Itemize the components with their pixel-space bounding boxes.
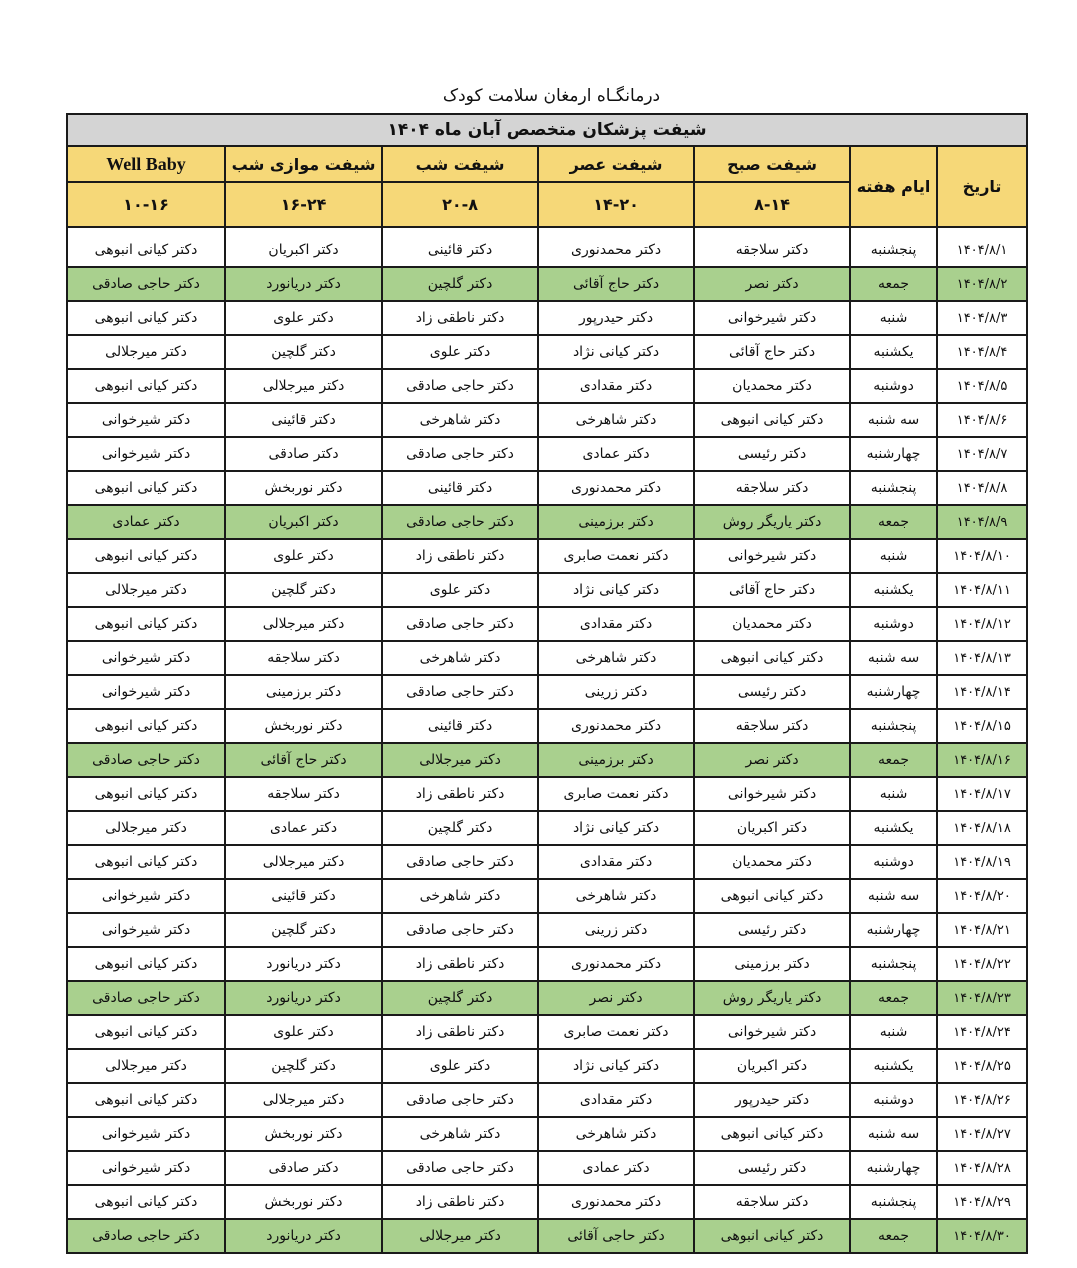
date-cell: ۱۴۰۴/۸/۲۴ bbox=[937, 1015, 1027, 1049]
weekday-cell: سه شنبه bbox=[850, 1117, 937, 1151]
weekday-cell: دوشنبه bbox=[850, 369, 937, 403]
night-shift-cell: دکتر شاهرخی bbox=[382, 403, 538, 437]
evening-shift-cell: دکتر مقدادی bbox=[538, 845, 694, 879]
night-shift-cell: دکتر حاجی صادقی bbox=[382, 505, 538, 539]
morning-shift-cell: دکتر اکبریان bbox=[694, 1049, 850, 1083]
morning-shift-cell: دکتر حاج آقائی bbox=[694, 335, 850, 369]
date-cell: ۱۴۰۴/۸/۴ bbox=[937, 335, 1027, 369]
date-cell: ۱۴۰۴/۸/۲۳ bbox=[937, 981, 1027, 1015]
table-row bbox=[67, 947, 1027, 981]
parallel-night-shift-cell: دکتر میرجلالی bbox=[225, 1083, 382, 1117]
night-shift-cell: دکتر حاجی صادقی bbox=[382, 369, 538, 403]
evening-shift-cell: دکتر محمدنوری bbox=[538, 227, 694, 267]
morning-shift-cell: دکتر شیرخوانی bbox=[694, 301, 850, 335]
evening-shift-cell: دکتر محمدنوری bbox=[538, 1185, 694, 1219]
morning-shift-cell: دکتر نصر bbox=[694, 743, 850, 777]
evening-shift-cell: دکتر شاهرخی bbox=[538, 1117, 694, 1151]
evening-shift-cell: دکتر محمدنوری bbox=[538, 471, 694, 505]
well-baby-cell: دکتر میرجلالی bbox=[67, 335, 225, 369]
night-shift-cell: دکتر ناطقی زاد bbox=[382, 947, 538, 981]
parallel-night-shift-cell: دکتر سلاجقه bbox=[225, 777, 382, 811]
night-shift-cell: دکتر ناطقی زاد bbox=[382, 539, 538, 573]
well-baby-cell: دکتر میرجلالی bbox=[67, 573, 225, 607]
weekday-cell: یکشنبه bbox=[850, 573, 937, 607]
well-baby-cell: دکتر کیانی انبوهی bbox=[67, 1083, 225, 1117]
weekday-cell: جمعه bbox=[850, 505, 937, 539]
well-baby-cell: دکتر کیانی انبوهی bbox=[67, 947, 225, 981]
night-shift-cell: دکتر گلچین bbox=[382, 267, 538, 301]
night-shift-cell: دکتر قائینی bbox=[382, 709, 538, 743]
evening-shift-cell: دکتر عمادی bbox=[538, 437, 694, 471]
night-shift-cell: دکتر شاهرخی bbox=[382, 879, 538, 913]
evening-shift-cell: دکتر کیانی نژاد bbox=[538, 811, 694, 845]
well-baby-cell: دکتر کیانی انبوهی bbox=[67, 1015, 225, 1049]
evening-shift-hours: ۱۴-۲۰ bbox=[538, 182, 694, 227]
morning-shift-cell: دکتر شیرخوانی bbox=[694, 539, 850, 573]
morning-shift-cell: دکتر کیانی انبوهی bbox=[694, 1117, 850, 1151]
well-baby-cell: دکتر کیانی انبوهی bbox=[67, 845, 225, 879]
evening-shift-cell: دکتر عمادی bbox=[538, 1151, 694, 1185]
well-baby-cell: دکتر کیانی انبوهی bbox=[67, 471, 225, 505]
morning-shift-cell: دکتر کیانی انبوهی bbox=[694, 403, 850, 437]
evening-shift-cell: دکتر شاهرخی bbox=[538, 403, 694, 437]
table-row bbox=[67, 539, 1027, 573]
parallel-night-shift-cell: دکتر سلاجقه bbox=[225, 641, 382, 675]
night-shift-cell: دکتر حاجی صادقی bbox=[382, 437, 538, 471]
well-baby-cell: دکتر عمادی bbox=[67, 505, 225, 539]
weekday-cell: جمعه bbox=[850, 981, 937, 1015]
date-cell: ۱۴۰۴/۸/۶ bbox=[937, 403, 1027, 437]
weekday-cell: سه شنبه bbox=[850, 641, 937, 675]
weekday-cell: دوشنبه bbox=[850, 1083, 937, 1117]
morning-shift-cell: دکتر حیدرپور bbox=[694, 1083, 850, 1117]
morning-shift-cell: دکتر رئیسی bbox=[694, 437, 850, 471]
well-baby-cell: دکتر حاجی صادقی bbox=[67, 743, 225, 777]
table-row bbox=[67, 845, 1027, 879]
parallel-night-shift-cell: دکتر نوربخش bbox=[225, 709, 382, 743]
well-baby-cell: دکتر شیرخوانی bbox=[67, 1117, 225, 1151]
weekday-cell: سه شنبه bbox=[850, 879, 937, 913]
parallel-night-shift-cell: دکتر قائینی bbox=[225, 403, 382, 437]
night-shift-cell: دکتر میرجلالی bbox=[382, 743, 538, 777]
night-shift-cell: دکتر علوی bbox=[382, 573, 538, 607]
parallel-night-shift-cell: دکتر صادقی bbox=[225, 437, 382, 471]
well-baby-cell: دکتر کیانی انبوهی bbox=[67, 709, 225, 743]
date-cell: ۱۴۰۴/۸/۲۷ bbox=[937, 1117, 1027, 1151]
well-baby-cell: دکتر حاجی صادقی bbox=[67, 981, 225, 1015]
date-cell: ۱۴۰۴/۸/۲۸ bbox=[937, 1151, 1027, 1185]
weekday-cell: چهارشنبه bbox=[850, 437, 937, 471]
weekday-cell: شنبه bbox=[850, 777, 937, 811]
night-shift-cell: دکتر شاهرخی bbox=[382, 1117, 538, 1151]
well-baby-cell: دکتر میرجلالی bbox=[67, 811, 225, 845]
evening-shift-cell: دکتر کیانی نژاد bbox=[538, 573, 694, 607]
table-row bbox=[67, 777, 1027, 811]
evening-shift-cell: دکتر حیدرپور bbox=[538, 301, 694, 335]
morning-shift-cell: دکتر یاریگر روش bbox=[694, 505, 850, 539]
parallel-night-shift-cell: دکتر دریانورد bbox=[225, 1219, 382, 1253]
table-title: شیفت پزشکان متخصص آبان ماه ۱۴۰۴ bbox=[67, 114, 1027, 146]
morning-shift-cell: دکتر محمدیان bbox=[694, 845, 850, 879]
parallel-night-shift-header: شیفت موازی شب bbox=[225, 146, 382, 182]
well-baby-cell: دکتر شیرخوانی bbox=[67, 675, 225, 709]
evening-shift-cell: دکتر حاجی آقائی bbox=[538, 1219, 694, 1253]
parallel-night-shift-cell: دکتر عمادی bbox=[225, 811, 382, 845]
morning-shift-cell: دکتر رئیسی bbox=[694, 913, 850, 947]
parallel-night-shift-cell: دکتر نوربخش bbox=[225, 1117, 382, 1151]
morning-shift-hours: ۸-۱۴ bbox=[694, 182, 850, 227]
morning-shift-cell: دکتر شیرخوانی bbox=[694, 1015, 850, 1049]
table-row bbox=[67, 437, 1027, 471]
morning-shift-cell: دکتر کیانی انبوهی bbox=[694, 879, 850, 913]
weekday-cell: دوشنبه bbox=[850, 607, 937, 641]
weekday-cell: چهارشنبه bbox=[850, 1151, 937, 1185]
weekday-cell: پنجشنبه bbox=[850, 709, 937, 743]
date-cell: ۱۴۰۴/۸/۱۶ bbox=[937, 743, 1027, 777]
morning-shift-cell: دکتر محمدیان bbox=[694, 607, 850, 641]
evening-shift-cell: دکتر شاهرخی bbox=[538, 641, 694, 675]
well-baby-cell: دکتر شیرخوانی bbox=[67, 403, 225, 437]
weekday-cell: پنجشنبه bbox=[850, 1185, 937, 1219]
parallel-night-shift-cell: دکتر دریانورد bbox=[225, 267, 382, 301]
night-shift-cell: دکتر علوی bbox=[382, 1049, 538, 1083]
weekday-cell: پنجشنبه bbox=[850, 471, 937, 505]
parallel-night-shift-cell: دکتر گلچین bbox=[225, 1049, 382, 1083]
night-shift-cell: دکتر حاجی صادقی bbox=[382, 845, 538, 879]
date-cell: ۱۴۰۴/۸/۳۰ bbox=[937, 1219, 1027, 1253]
well-baby-cell: دکتر حاجی صادقی bbox=[67, 267, 225, 301]
well-baby-cell: دکتر حاجی صادقی bbox=[67, 1219, 225, 1253]
table-row bbox=[67, 811, 1027, 845]
parallel-night-shift-cell: دکتر میرجلالی bbox=[225, 369, 382, 403]
date-cell: ۱۴۰۴/۸/۱۵ bbox=[937, 709, 1027, 743]
table-row bbox=[67, 1015, 1027, 1049]
table-row bbox=[67, 675, 1027, 709]
evening-shift-cell: دکتر نصر bbox=[538, 981, 694, 1015]
evening-shift-cell: دکتر نعمت صابری bbox=[538, 777, 694, 811]
parallel-night-shift-cell: دکتر علوی bbox=[225, 301, 382, 335]
evening-shift-cell: دکتر مقدادی bbox=[538, 369, 694, 403]
table-row bbox=[67, 1083, 1027, 1117]
parallel-night-shift-cell: دکتر علوی bbox=[225, 1015, 382, 1049]
well-baby-cell: دکتر شیرخوانی bbox=[67, 1151, 225, 1185]
well-baby-header: Well Baby bbox=[67, 146, 225, 182]
table-row bbox=[67, 1185, 1027, 1219]
shift-schedule-table bbox=[66, 113, 1028, 1254]
well-baby-hours: ۱۰-۱۶ bbox=[67, 182, 225, 227]
date-cell: ۱۴۰۴/۸/۲۶ bbox=[937, 1083, 1027, 1117]
evening-shift-cell: دکتر مقدادی bbox=[538, 607, 694, 641]
morning-shift-cell: دکتر سلاجقه bbox=[694, 471, 850, 505]
morning-shift-cell: دکتر اکبریان bbox=[694, 811, 850, 845]
evening-shift-cell: دکتر نعمت صابری bbox=[538, 1015, 694, 1049]
parallel-night-shift-cell: دکتر میرجلالی bbox=[225, 607, 382, 641]
well-baby-cell: دکتر شیرخوانی bbox=[67, 641, 225, 675]
weekday-cell: شنبه bbox=[850, 301, 937, 335]
parallel-night-shift-cell: دکتر میرجلالی bbox=[225, 845, 382, 879]
night-shift-hours: ۲۰-۸ bbox=[382, 182, 538, 227]
parallel-night-shift-hours: ۱۶-۲۴ bbox=[225, 182, 382, 227]
night-shift-cell: دکتر حاجی صادقی bbox=[382, 1151, 538, 1185]
evening-shift-cell: دکتر کیانی نژاد bbox=[538, 1049, 694, 1083]
morning-shift-cell: دکتر محمدیان bbox=[694, 369, 850, 403]
morning-shift-cell: دکتر یاریگر روش bbox=[694, 981, 850, 1015]
table-row bbox=[67, 607, 1027, 641]
weekday-cell: چهارشنبه bbox=[850, 675, 937, 709]
well-baby-cell: دکتر شیرخوانی bbox=[67, 913, 225, 947]
table-row bbox=[67, 335, 1027, 369]
morning-shift-cell: دکتر سلاجقه bbox=[694, 709, 850, 743]
evening-shift-cell: دکتر حاج آقائی bbox=[538, 267, 694, 301]
morning-shift-cell: دکتر کیانی انبوهی bbox=[694, 1219, 850, 1253]
night-shift-cell: دکتر شاهرخی bbox=[382, 641, 538, 675]
weekday-cell: پنجشنبه bbox=[850, 947, 937, 981]
evening-shift-cell: دکتر زرینی bbox=[538, 675, 694, 709]
date-cell: ۱۴۰۴/۸/۱ bbox=[937, 227, 1027, 267]
night-shift-cell: دکتر میرجلالی bbox=[382, 1219, 538, 1253]
date-cell: ۱۴۰۴/۸/۱۱ bbox=[937, 573, 1027, 607]
parallel-night-shift-cell: دکتر قائینی bbox=[225, 879, 382, 913]
weekday-cell: یکشنبه bbox=[850, 335, 937, 369]
night-shift-cell: دکتر قائینی bbox=[382, 471, 538, 505]
evening-shift-cell: دکتر برزمینی bbox=[538, 743, 694, 777]
date-cell: ۱۴۰۴/۸/۳ bbox=[937, 301, 1027, 335]
night-shift-cell: دکتر گلچین bbox=[382, 981, 538, 1015]
evening-shift-header: شیفت عصر bbox=[538, 146, 694, 182]
well-baby-cell: دکتر شیرخوانی bbox=[67, 437, 225, 471]
night-shift-cell: دکتر حاجی صادقی bbox=[382, 913, 538, 947]
night-shift-cell: دکتر ناطقی زاد bbox=[382, 1015, 538, 1049]
night-shift-cell: دکتر قائینی bbox=[382, 227, 538, 267]
well-baby-cell: دکتر کیانی انبوهی bbox=[67, 607, 225, 641]
table-row bbox=[67, 403, 1027, 437]
weekday-column-header: ایام هفته bbox=[850, 146, 937, 227]
date-cell: ۱۴۰۴/۸/۱۰ bbox=[937, 539, 1027, 573]
well-baby-cell: دکتر میرجلالی bbox=[67, 1049, 225, 1083]
date-cell: ۱۴۰۴/۸/۵ bbox=[937, 369, 1027, 403]
date-cell: ۱۴۰۴/۸/۲۵ bbox=[937, 1049, 1027, 1083]
well-baby-cell: دکتر کیانی انبوهی bbox=[67, 369, 225, 403]
parallel-night-shift-cell: دکتر نوربخش bbox=[225, 471, 382, 505]
date-cell: ۱۴۰۴/۸/۱۷ bbox=[937, 777, 1027, 811]
table-row bbox=[67, 267, 1027, 301]
table-row bbox=[67, 573, 1027, 607]
parallel-night-shift-cell: دکتر دریانورد bbox=[225, 981, 382, 1015]
weekday-cell: جمعه bbox=[850, 267, 937, 301]
well-baby-cell: دکتر کیانی انبوهی bbox=[67, 777, 225, 811]
night-shift-cell: دکتر گلچین bbox=[382, 811, 538, 845]
morning-shift-cell: دکتر نصر bbox=[694, 267, 850, 301]
date-column-header: تاریخ bbox=[937, 146, 1027, 227]
table-row bbox=[67, 505, 1027, 539]
date-cell: ۱۴۰۴/۸/۱۲ bbox=[937, 607, 1027, 641]
table-row bbox=[67, 1049, 1027, 1083]
parallel-night-shift-cell: دکتر گلچین bbox=[225, 335, 382, 369]
table-row bbox=[67, 981, 1027, 1015]
date-cell: ۱۴۰۴/۸/۸ bbox=[937, 471, 1027, 505]
weekday-cell: سه شنبه bbox=[850, 403, 937, 437]
night-shift-header: شیفت شب bbox=[382, 146, 538, 182]
weekday-cell: یکشنبه bbox=[850, 1049, 937, 1083]
evening-shift-cell: دکتر شاهرخی bbox=[538, 879, 694, 913]
date-cell: ۱۴۰۴/۸/۹ bbox=[937, 505, 1027, 539]
date-cell: ۱۴۰۴/۸/۲ bbox=[937, 267, 1027, 301]
morning-shift-cell: دکتر سلاجقه bbox=[694, 227, 850, 267]
morning-shift-cell: دکتر رئیسی bbox=[694, 675, 850, 709]
table-row bbox=[67, 709, 1027, 743]
morning-shift-cell: دکتر برزمینی bbox=[694, 947, 850, 981]
well-baby-cell: دکتر شیرخوانی bbox=[67, 879, 225, 913]
table-row bbox=[67, 369, 1027, 403]
night-shift-cell: دکتر حاجی صادقی bbox=[382, 607, 538, 641]
morning-shift-cell: دکتر حاج آقائی bbox=[694, 573, 850, 607]
morning-shift-cell: دکتر کیانی انبوهی bbox=[694, 641, 850, 675]
weekday-cell: شنبه bbox=[850, 1015, 937, 1049]
evening-shift-cell: دکتر محمدنوری bbox=[538, 947, 694, 981]
table-row bbox=[67, 1151, 1027, 1185]
parallel-night-shift-cell: دکتر حاج آقائی bbox=[225, 743, 382, 777]
date-cell: ۱۴۰۴/۸/۷ bbox=[937, 437, 1027, 471]
well-baby-cell: دکتر کیانی انبوهی bbox=[67, 301, 225, 335]
table-row bbox=[67, 879, 1027, 913]
table-row bbox=[67, 301, 1027, 335]
well-baby-cell: دکتر کیانی انبوهی bbox=[67, 539, 225, 573]
date-cell: ۱۴۰۴/۸/۲۰ bbox=[937, 879, 1027, 913]
weekday-cell: دوشنبه bbox=[850, 845, 937, 879]
evening-shift-cell: دکتر زرینی bbox=[538, 913, 694, 947]
parallel-night-shift-cell: دکتر نوربخش bbox=[225, 1185, 382, 1219]
parallel-night-shift-cell: دکتر دریانورد bbox=[225, 947, 382, 981]
parallel-night-shift-cell: دکتر گلچین bbox=[225, 573, 382, 607]
table-row bbox=[67, 1219, 1027, 1253]
morning-shift-cell: دکتر شیرخوانی bbox=[694, 777, 850, 811]
date-cell: ۱۴۰۴/۸/۲۹ bbox=[937, 1185, 1027, 1219]
parallel-night-shift-cell: دکتر گلچین bbox=[225, 913, 382, 947]
parallel-night-shift-cell: دکتر علوی bbox=[225, 539, 382, 573]
evening-shift-cell: دکتر نعمت صابری bbox=[538, 539, 694, 573]
date-cell: ۱۴۰۴/۸/۲۱ bbox=[937, 913, 1027, 947]
clinic-name: درمانگـاه ارمغان سلامت کودک bbox=[442, 86, 661, 106]
night-shift-cell: دکتر حاجی صادقی bbox=[382, 675, 538, 709]
evening-shift-cell: دکتر برزمینی bbox=[538, 505, 694, 539]
weekday-cell: جمعه bbox=[850, 743, 937, 777]
table-row bbox=[67, 913, 1027, 947]
morning-shift-cell: دکتر سلاجقه bbox=[694, 1185, 850, 1219]
weekday-cell: شنبه bbox=[850, 539, 937, 573]
morning-shift-header: شیفت صبح bbox=[694, 146, 850, 182]
date-cell: ۱۴۰۴/۸/۱۹ bbox=[937, 845, 1027, 879]
parallel-night-shift-cell: دکتر برزمینی bbox=[225, 675, 382, 709]
evening-shift-cell: دکتر کیانی نژاد bbox=[538, 335, 694, 369]
weekday-cell: یکشنبه bbox=[850, 811, 937, 845]
night-shift-cell: دکتر حاجی صادقی bbox=[382, 1083, 538, 1117]
night-shift-cell: دکتر ناطقی زاد bbox=[382, 777, 538, 811]
evening-shift-cell: دکتر مقدادی bbox=[538, 1083, 694, 1117]
morning-shift-cell: دکتر رئیسی bbox=[694, 1151, 850, 1185]
night-shift-cell: دکتر ناطقی زاد bbox=[382, 301, 538, 335]
parallel-night-shift-cell: دکتر اکبریان bbox=[225, 227, 382, 267]
date-cell: ۱۴۰۴/۸/۱۸ bbox=[937, 811, 1027, 845]
date-cell: ۱۴۰۴/۸/۱۴ bbox=[937, 675, 1027, 709]
parallel-night-shift-cell: دکتر اکبریان bbox=[225, 505, 382, 539]
table-row bbox=[67, 227, 1027, 267]
date-cell: ۱۴۰۴/۸/۱۳ bbox=[937, 641, 1027, 675]
table-row bbox=[67, 471, 1027, 505]
night-shift-cell: دکتر ناطقی زاد bbox=[382, 1185, 538, 1219]
date-cell: ۱۴۰۴/۸/۲۲ bbox=[937, 947, 1027, 981]
night-shift-cell: دکتر علوی bbox=[382, 335, 538, 369]
table-row bbox=[67, 1117, 1027, 1151]
weekday-cell: جمعه bbox=[850, 1219, 937, 1253]
weekday-cell: چهارشنبه bbox=[850, 913, 937, 947]
table-row bbox=[67, 743, 1027, 777]
parallel-night-shift-cell: دکتر صادقی bbox=[225, 1151, 382, 1185]
table-row bbox=[67, 641, 1027, 675]
well-baby-cell: دکتر کیانی انبوهی bbox=[67, 227, 225, 267]
evening-shift-cell: دکتر محمدنوری bbox=[538, 709, 694, 743]
well-baby-cell: دکتر کیانی انبوهی bbox=[67, 1185, 225, 1219]
weekday-cell: پنجشنبه bbox=[850, 227, 937, 267]
